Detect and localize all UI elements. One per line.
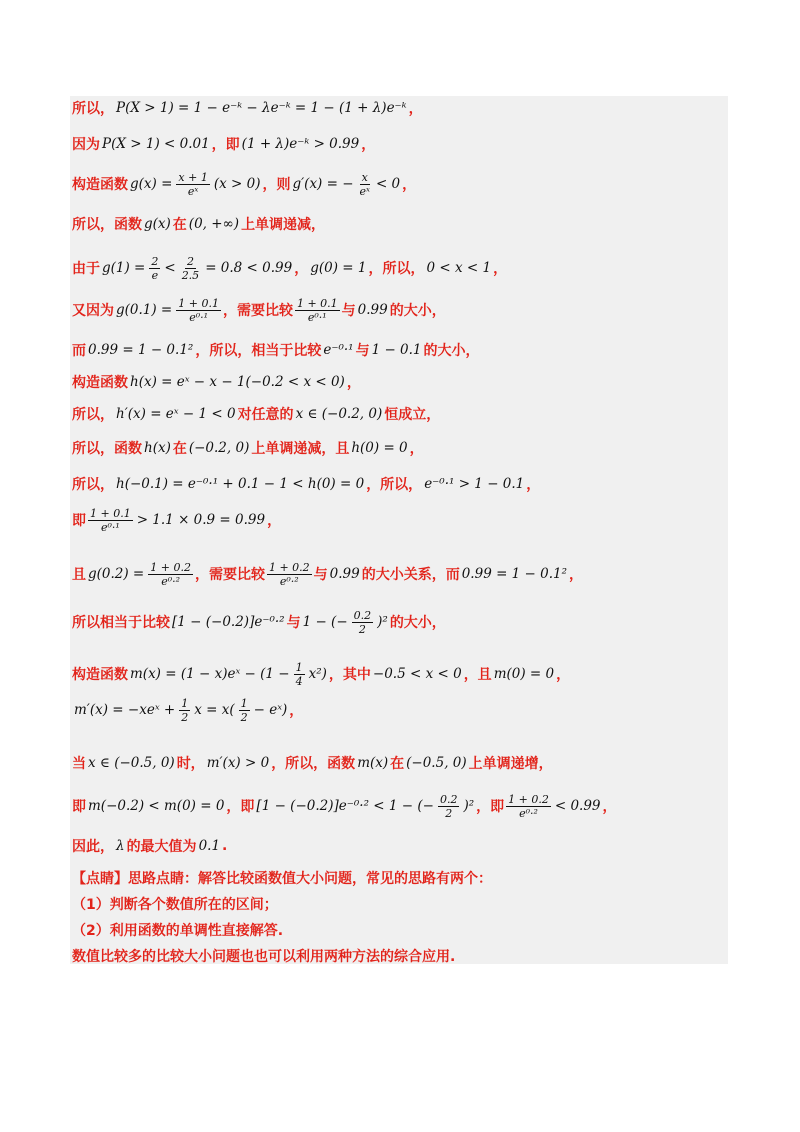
math-expression: h(−0.1) = e⁻⁰·¹ + 0.1 − 1 < h(0) = 0 [116, 476, 365, 492]
chinese-text: 与 [341, 303, 356, 319]
text-line [72, 698, 303, 722]
fraction-denominator: e⁰·¹ [307, 310, 327, 324]
chinese-text: ，即 [476, 799, 505, 815]
fraction-denominator: e⁰·¹ [189, 310, 209, 324]
chinese-text: 数值比较多的比较大小问题也也可以利用两种方法的综合应用. [72, 949, 456, 965]
math-fraction [88, 507, 133, 534]
text-line [72, 508, 281, 532]
math-expression: − eˣ) [253, 702, 288, 718]
math-fraction [176, 297, 221, 324]
fraction-denominator: 2 [358, 622, 366, 636]
math-expression: m(0) = 0 [493, 666, 555, 682]
chinese-text: ， [526, 477, 541, 493]
math-expression: 0 < x < 1 [426, 260, 492, 276]
fraction-numerator: 1 + 0.1 [90, 506, 131, 520]
text-line [72, 751, 553, 775]
math-expression: g(x) = [130, 176, 173, 192]
math-fraction [148, 561, 193, 588]
text-line [72, 866, 492, 890]
math-expression: h(0) = 0 [351, 440, 408, 456]
math-expression: 1 − 0.1 [371, 342, 422, 358]
math-fraction [295, 297, 340, 324]
math-expression: m′(x) = −xeˣ + [74, 702, 176, 718]
text-line [72, 892, 278, 916]
math-expression: > 1.1 × 0.9 = 0.99 [136, 512, 266, 528]
math-expression: g(0.2) = [88, 566, 145, 582]
math-expression: x²) [308, 666, 327, 682]
text-line [72, 132, 375, 156]
text-line [72, 298, 446, 322]
chinese-text: ，且 [463, 667, 492, 683]
chinese-text: 所以，函数 [72, 217, 142, 233]
chinese-text: ， [408, 101, 423, 117]
chinese-text: ，所以， [368, 261, 425, 277]
chinese-text: . [222, 838, 228, 854]
chinese-text: ，即 [226, 799, 255, 815]
chinese-text: 构造函数 [72, 177, 128, 193]
text-line [72, 212, 325, 236]
math-expression: )² [377, 614, 388, 630]
fraction-denominator: e⁰·¹ [100, 520, 120, 534]
chinese-text: ，即 [211, 137, 240, 153]
math-expression: 0.99 [357, 302, 388, 318]
chinese-text: ，需要比较 [222, 303, 293, 319]
fraction-denominator: e⁰·² [519, 806, 538, 820]
math-expression: P(X > 1) = 1 − e⁻ᵏ − λe⁻ᵏ = 1 − (1 + λ)e⁻ᵏ [116, 100, 407, 116]
math-fraction [239, 697, 250, 724]
math-expression: )² [463, 798, 475, 814]
math-expression: g(1) = [102, 260, 146, 276]
math-expression: [1 − (−0.2)]e⁻⁰·² [172, 614, 285, 630]
math-expression: x ∈ (−0.5, 0) [88, 755, 175, 771]
chinese-text: 与 [355, 343, 370, 359]
chinese-text: 在 [172, 441, 187, 457]
text-line [72, 834, 227, 858]
math-expression: (1 + λ)e⁻ᵏ > 0.99 [241, 136, 360, 152]
math-expression: λ [116, 838, 125, 854]
chinese-text: 恒成立， [384, 407, 441, 423]
fraction-denominator: e [151, 268, 159, 282]
fraction-denominator: 4 [295, 674, 303, 688]
fraction-denominator: 2 [445, 806, 453, 820]
chinese-text: ， [402, 177, 417, 193]
math-expression: g(0) = 1 [310, 260, 367, 276]
chinese-text: ，其中 [328, 667, 371, 683]
chinese-text: 所以， [72, 101, 114, 117]
math-expression: g(x) [144, 216, 171, 232]
fraction-numerator: 1 [240, 696, 248, 710]
fraction-numerator: 1 [295, 660, 303, 674]
math-expression: m′(x) > 0 [206, 755, 270, 771]
fraction-numerator: 1 + 0.1 [178, 296, 219, 310]
fraction-numerator: x [361, 170, 368, 184]
chinese-text: 的最大值为 [126, 839, 197, 855]
chinese-text: ， [294, 261, 309, 277]
chinese-text: ， [569, 567, 584, 583]
text-line [72, 402, 440, 426]
math-fraction [176, 171, 209, 198]
chinese-text: ，所以，相当于比较 [195, 343, 322, 359]
math-expression: 0.99 = 1 − 0.1² [88, 342, 194, 358]
fraction-denominator: eˣ [187, 184, 199, 198]
text-line [72, 256, 507, 280]
chinese-text: 因为 [72, 137, 100, 153]
math-fraction [267, 561, 312, 588]
chinese-text: 又因为 [72, 303, 114, 319]
chinese-text: ，则 [262, 177, 291, 193]
chinese-text: ， [289, 703, 304, 719]
chinese-text: 构造函数 [72, 667, 128, 683]
text-line [72, 918, 283, 942]
math-expression: g′(x) = − [292, 176, 354, 192]
math-expression: P(X > 1) < 0.01 [102, 136, 210, 152]
math-expression: 0.1 [198, 838, 221, 854]
chinese-text: 的大小关系，而 [361, 567, 460, 583]
math-expression: h′(x) = eˣ − 1 < 0 [116, 406, 236, 422]
math-expression: x ∈ (−0.2, 0) [295, 406, 383, 422]
math-expression: m(−0.2) < m(0) = 0 [88, 798, 225, 814]
fraction-numerator: 1 + 0.2 [508, 792, 549, 806]
text-line [72, 610, 446, 634]
chinese-text: ，所以， [366, 477, 423, 493]
chinese-text: 当 [72, 756, 86, 772]
text-line [72, 794, 617, 818]
text-line [72, 96, 423, 120]
math-fraction [179, 697, 190, 724]
text-line [72, 338, 480, 362]
fraction-denominator: 2 [181, 710, 189, 724]
math-expression: (x > 0) [213, 176, 261, 192]
text-line [72, 662, 570, 686]
math-fraction [149, 255, 160, 282]
chinese-text: 且 [72, 567, 86, 583]
fraction-numerator: 1 [181, 696, 189, 710]
chinese-text: （1）判断各个数值所在的区间； [72, 897, 278, 913]
math-expression: (−0.2, 0) [188, 440, 250, 456]
chinese-text: 时， [176, 756, 205, 772]
fraction-denominator: e⁰·² [161, 574, 181, 588]
chinese-text: （2）利用函数的单调性直接解答. [72, 923, 284, 939]
math-expression: = 0.8 < 0.99 [205, 260, 293, 276]
chinese-text: 的大小， [389, 615, 446, 631]
chinese-text: 即 [72, 513, 86, 529]
chinese-text: 构造函数 [72, 375, 128, 391]
chinese-text: ，需要比较 [194, 567, 265, 583]
fraction-numerator: 0.2 [353, 608, 372, 622]
chinese-text: 在 [172, 217, 187, 233]
chinese-text: ， [409, 441, 424, 457]
chinese-text: 因此， [72, 839, 114, 855]
text-line [72, 472, 540, 496]
chinese-text: 由于 [72, 261, 100, 277]
math-expression: 0.99 [329, 566, 360, 582]
math-expression: m(x) = (1 − x)eˣ − (1 − [130, 666, 290, 682]
chinese-text: ， [267, 513, 282, 529]
fraction-numerator: 2 [151, 254, 159, 268]
chinese-text: 而 [72, 343, 86, 359]
math-expression: e⁻⁰·¹ > 1 − 0.1 [424, 476, 525, 492]
chinese-text: ， [361, 137, 376, 153]
fraction-denominator: 2.5 [181, 268, 200, 282]
math-fraction [438, 793, 460, 820]
math-fraction [506, 793, 551, 820]
math-expression: h(x) [144, 440, 171, 456]
math-expression: g(0.1) = [116, 302, 173, 318]
chinese-text: 所以相当于比较 [72, 615, 170, 631]
fraction-denominator: e⁰·² [279, 574, 299, 588]
math-fraction [358, 171, 372, 198]
fraction-numerator: x + 1 [178, 170, 208, 184]
math-expression: −0.5 < x < 0 [372, 666, 462, 682]
chinese-text: 上单调递减， [241, 217, 326, 233]
chinese-text: 上单调递减，且 [251, 441, 350, 457]
chinese-text: 对任意的 [237, 407, 294, 423]
math-expression: m(x) [357, 755, 389, 771]
math-fraction [294, 661, 305, 688]
fraction-denominator: eˣ [359, 184, 370, 198]
chinese-text: ， [556, 667, 571, 683]
math-fraction [352, 609, 374, 636]
math-expression: [1 − (−0.2)]e⁻⁰·² < 1 − (− [256, 798, 434, 814]
text-line [72, 436, 424, 460]
fraction-numerator: 0.2 [439, 792, 458, 806]
chinese-text: ， [602, 799, 617, 815]
math-expression: 0.99 = 1 − 0.1² [461, 566, 568, 582]
chinese-text: 所以，函数 [72, 441, 142, 457]
fraction-numerator: 1 + 0.1 [296, 296, 338, 310]
chinese-text: 的大小， [389, 303, 446, 319]
math-fraction [180, 255, 202, 282]
chinese-text: 与 [313, 567, 328, 583]
fraction-numerator: 1 + 0.2 [150, 560, 191, 574]
chinese-text: ，所以，函数 [271, 756, 356, 772]
fraction-denominator: 2 [240, 710, 248, 724]
text-line [72, 944, 455, 968]
fraction-numerator: 1 + 0.2 [268, 560, 310, 574]
text-line [72, 370, 361, 394]
math-expression: < [164, 260, 176, 276]
chinese-text: ， [346, 375, 361, 391]
math-expression: (0, +∞) [188, 216, 240, 232]
chinese-text: 上单调递增， [468, 756, 553, 772]
text-line [72, 172, 416, 196]
chinese-text: ， [493, 261, 508, 277]
math-expression: h(x) = eˣ − x − 1(−0.2 < x < 0) [130, 374, 345, 390]
fraction-numerator: 2 [186, 254, 194, 268]
solution-text-block [70, 96, 728, 964]
chinese-text: 的大小， [423, 343, 480, 359]
math-expression: e⁻⁰·¹ [323, 342, 354, 358]
math-expression: (−0.5, 0) [406, 755, 467, 771]
chinese-text: 与 [286, 615, 301, 631]
math-expression: x = x( [194, 702, 235, 718]
chinese-text: 所以， [72, 407, 114, 423]
math-expression: < 0 [375, 176, 401, 192]
math-expression: < 0.99 [554, 798, 601, 814]
chinese-text: 【点睛】思路点睛：解答比较函数值大小问题，常见的思路有两个： [72, 871, 492, 887]
chinese-text: 所以， [72, 477, 114, 493]
chinese-text: 即 [72, 799, 86, 815]
text-line [72, 562, 583, 586]
chinese-text: 在 [390, 756, 405, 772]
math-expression: 1 − (− [302, 614, 348, 630]
